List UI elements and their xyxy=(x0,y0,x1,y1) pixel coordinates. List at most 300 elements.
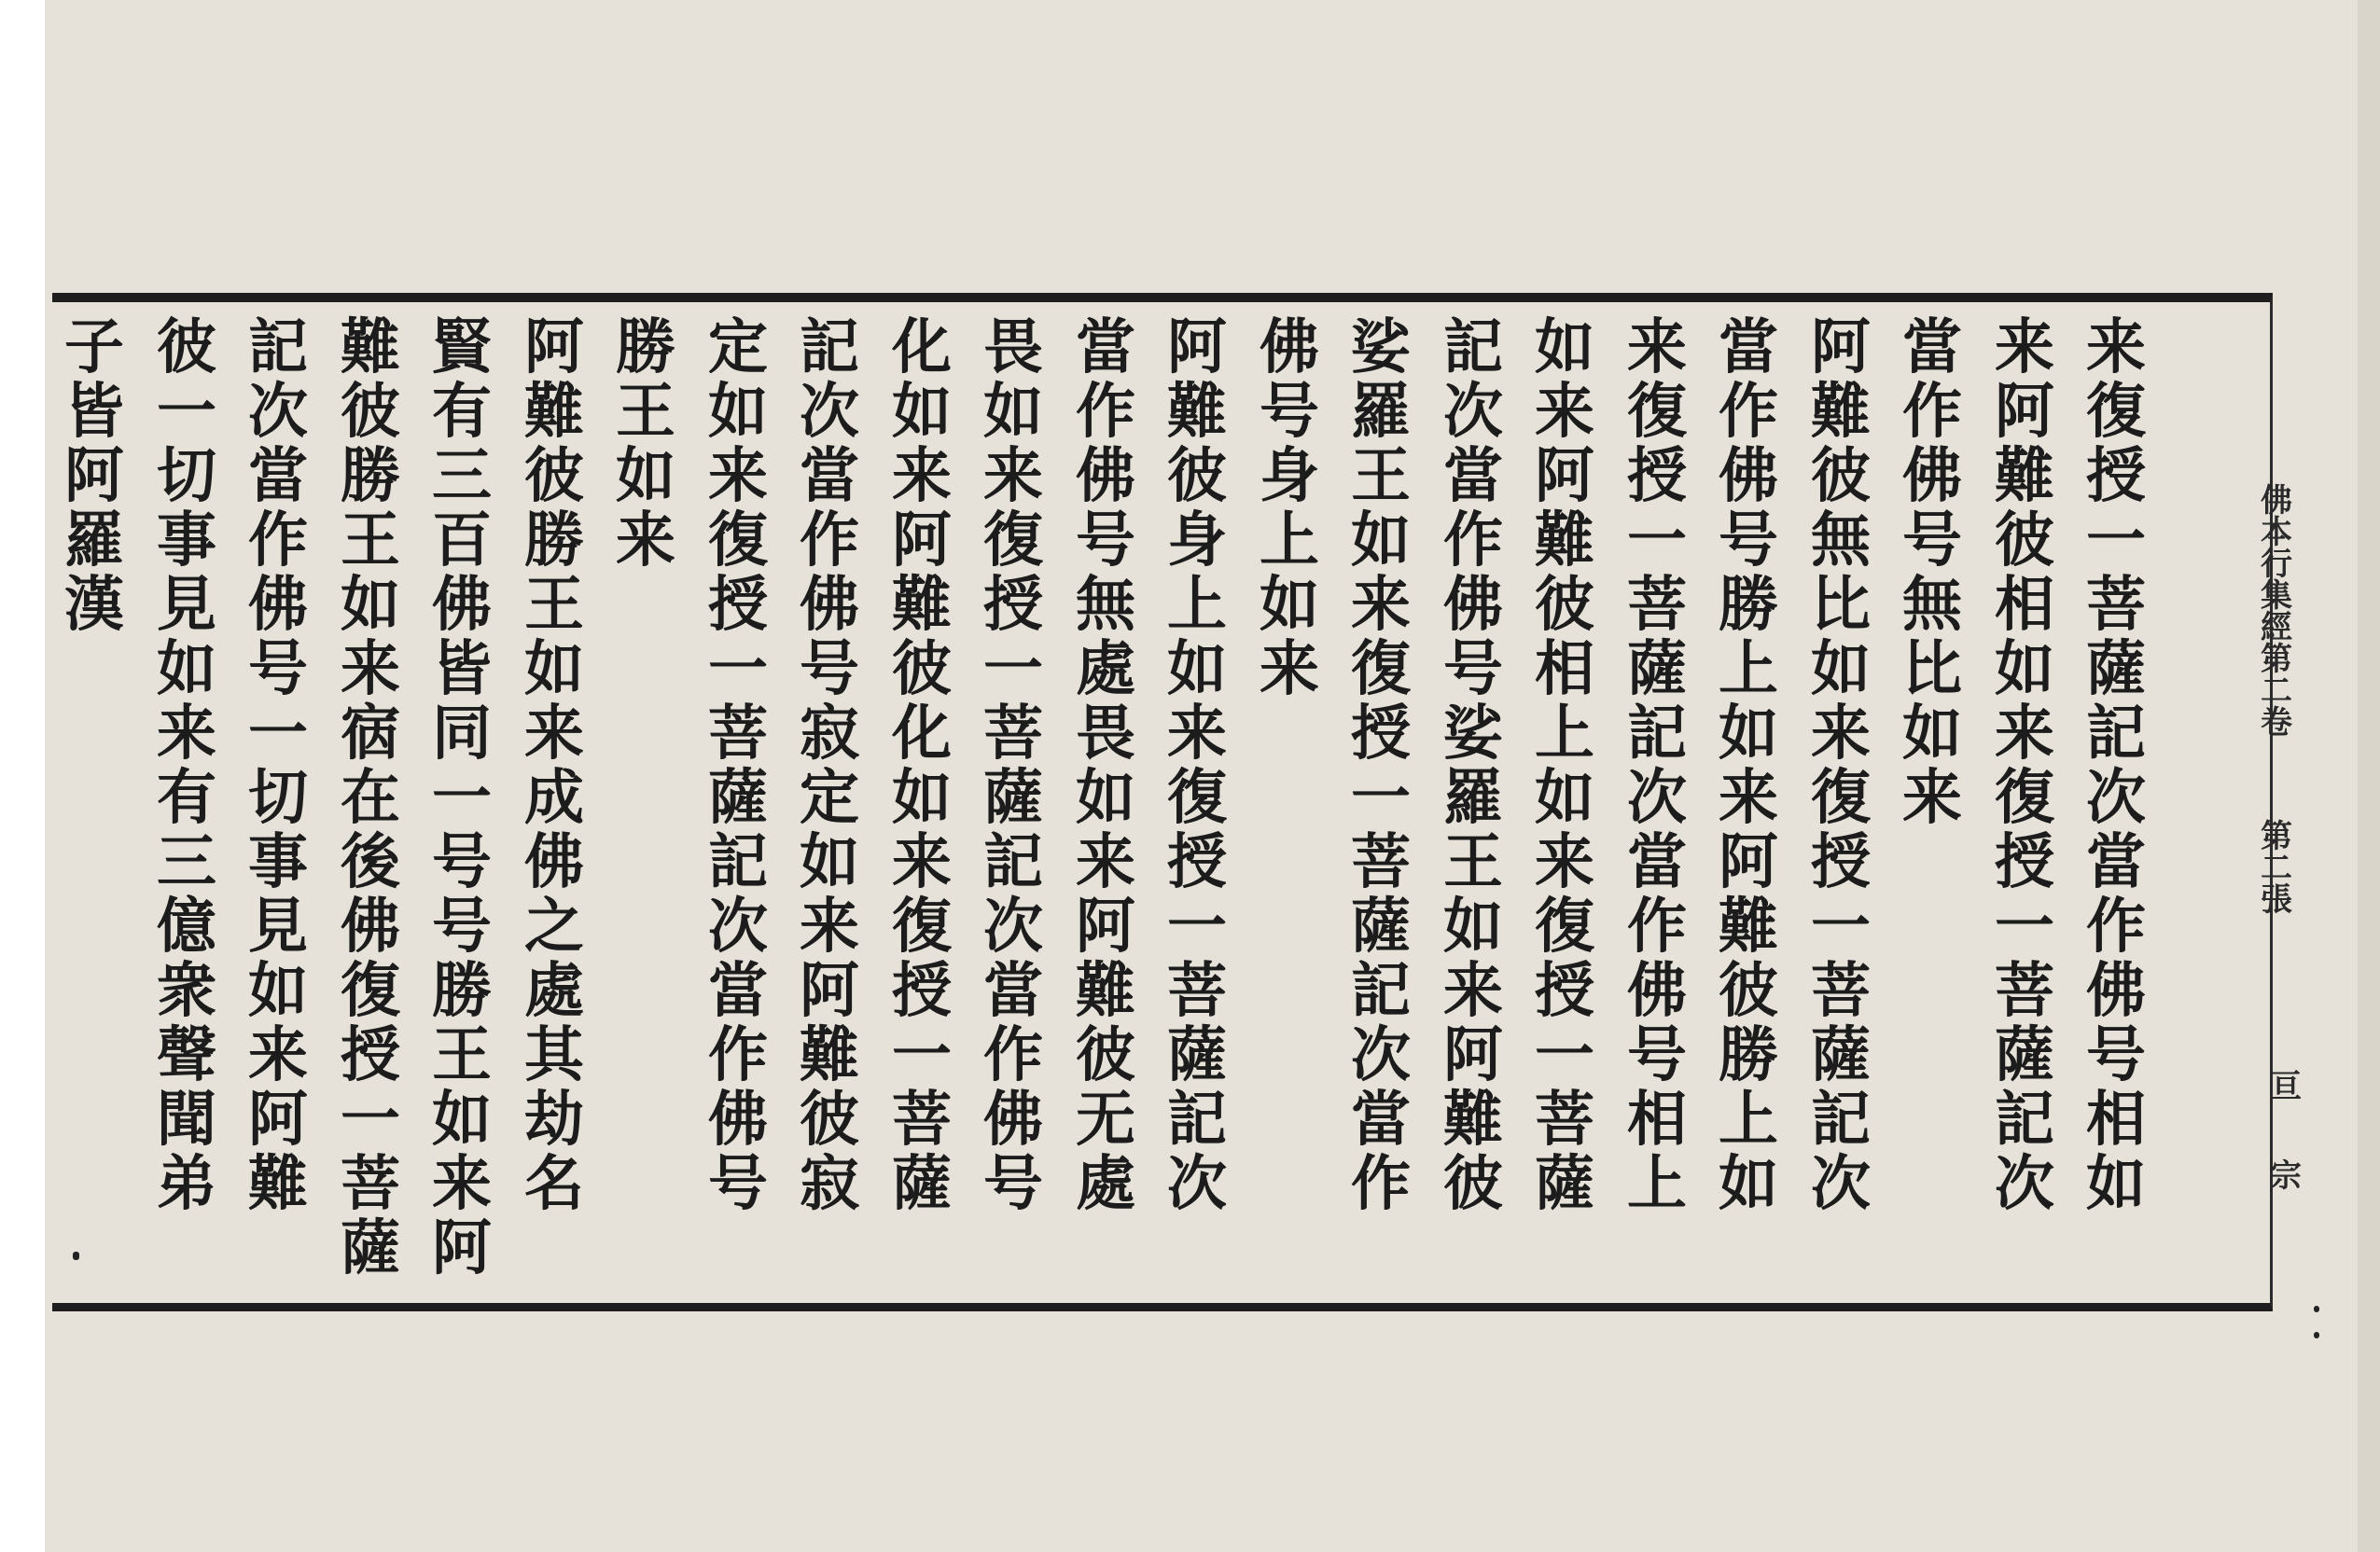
glyph: 寂 xyxy=(800,1149,859,1219)
glyph: 来 xyxy=(1627,312,1687,382)
glyph: 皆 xyxy=(432,634,492,704)
margin-glyph: 本 xyxy=(2261,514,2292,551)
glyph: 一 xyxy=(341,1085,400,1155)
glyph: 菩 xyxy=(2086,570,2146,640)
glyph: 来 xyxy=(1076,827,1135,897)
glyph: 一 xyxy=(2086,506,2146,575)
glyph: 如 xyxy=(1535,763,1594,833)
glyph: 勝 xyxy=(616,312,675,382)
glyph: 百 xyxy=(432,506,492,575)
glyph: 三 xyxy=(157,827,216,897)
glyph: 當 xyxy=(1627,827,1687,897)
glyph: 聲 xyxy=(157,1020,216,1090)
glyph: 菩 xyxy=(341,1149,400,1219)
glyph: 難 xyxy=(892,570,952,640)
glyph: 難 xyxy=(1167,377,1227,447)
glyph: 一 xyxy=(248,699,308,769)
glyph: 次 xyxy=(708,892,768,962)
glyph: 来 xyxy=(1535,377,1594,447)
text-column xyxy=(1887,312,1977,1304)
glyph: 切 xyxy=(157,441,216,511)
glyph: 来 xyxy=(248,1020,308,1090)
glyph: 彼 xyxy=(1443,1149,1503,1219)
glyph: 号 xyxy=(2086,1020,2146,1090)
ink-speck xyxy=(2314,1306,2319,1312)
glyph: 娑 xyxy=(1351,312,1411,382)
glyph: 来 xyxy=(432,1149,492,1219)
glyph: 復 xyxy=(892,892,952,962)
glyph: 佛 xyxy=(1902,441,1962,511)
glyph: 復 xyxy=(1811,763,1871,833)
glyph: 来 xyxy=(1719,763,1778,833)
glyph: 一 xyxy=(1811,892,1871,962)
glyph: 号 xyxy=(708,1149,768,1219)
text-column xyxy=(1428,312,1518,1304)
glyph: 王 xyxy=(432,1020,492,1090)
glyph: 見 xyxy=(248,892,308,962)
glyph: 阿 xyxy=(1995,377,2054,447)
glyph: 阿 xyxy=(1167,312,1227,382)
glyph: 次 xyxy=(1627,763,1687,833)
glyph: 記 xyxy=(708,827,768,897)
glyph: 聞 xyxy=(157,1085,216,1155)
glyph: 一 xyxy=(157,377,216,447)
glyph: 㝛 xyxy=(341,699,400,769)
glyph: 事 xyxy=(157,506,216,575)
glyph: 阿 xyxy=(892,506,952,575)
glyph: 次 xyxy=(1167,1149,1227,1219)
glyph: 勝 xyxy=(1719,1020,1778,1090)
glyph: 一 xyxy=(983,634,1043,704)
glyph: 号 xyxy=(800,634,859,704)
glyph: 上 xyxy=(1535,699,1594,769)
glyph: 記 xyxy=(1627,699,1687,769)
glyph: 佛 xyxy=(1076,441,1135,511)
glyph: 号 xyxy=(248,634,308,704)
glyph: 作 xyxy=(983,1020,1043,1090)
glyph: 見 xyxy=(157,570,216,640)
glyph: 佛 xyxy=(248,570,308,640)
glyph: 當 xyxy=(2086,827,2146,897)
page-edge xyxy=(2358,0,2380,1552)
glyph: 阿 xyxy=(1535,441,1594,511)
text-column xyxy=(417,312,507,1304)
glyph: 當 xyxy=(1719,312,1778,382)
glyph: 次 xyxy=(2086,763,2146,833)
glyph: 如 xyxy=(1811,634,1871,704)
glyph: 菩 xyxy=(892,1085,952,1155)
glyph: 復 xyxy=(1351,634,1411,704)
glyph: 授 xyxy=(1351,699,1411,769)
glyph: 億 xyxy=(157,892,216,962)
glyph: 阿 xyxy=(432,1213,492,1283)
glyph: 有 xyxy=(157,763,216,833)
glyph: 身 xyxy=(1260,441,1319,511)
glyph: 比 xyxy=(1902,634,1962,704)
glyph: 劫 xyxy=(524,1085,584,1155)
glyph: 難 xyxy=(1076,956,1135,1026)
margin-glyph: 二 xyxy=(2261,672,2292,710)
glyph: 菩 xyxy=(1627,570,1687,640)
glyph: 勝 xyxy=(524,506,584,575)
glyph: 相 xyxy=(1535,634,1594,704)
text-column xyxy=(601,312,690,1304)
glyph: 来 xyxy=(341,634,400,704)
glyph: 王 xyxy=(1351,441,1411,511)
glyph: 復 xyxy=(1535,892,1594,962)
glyph: 作 xyxy=(1076,377,1135,447)
glyph: 子 xyxy=(64,312,124,382)
glyph: 薩 xyxy=(341,1213,400,1283)
glyph: 号 xyxy=(1260,377,1319,447)
glyph: 薩 xyxy=(708,763,768,833)
glyph: 上 xyxy=(1260,506,1319,575)
glyph: 漢 xyxy=(64,570,124,640)
text-column xyxy=(326,312,415,1304)
glyph: 来 xyxy=(524,699,584,769)
glyph: 記 xyxy=(1351,956,1411,1026)
margin-glyph: 二 xyxy=(2261,850,2292,887)
glyph: 作 xyxy=(248,506,308,575)
glyph: 當 xyxy=(1076,312,1135,382)
margin-sheet-number xyxy=(2258,818,2295,919)
glyph: 阿 xyxy=(800,956,859,1026)
glyph: 佛 xyxy=(341,892,400,962)
glyph: 薩 xyxy=(1995,1020,2054,1090)
glyph: 王 xyxy=(1443,827,1503,897)
glyph: 薩 xyxy=(892,1149,952,1219)
glyph: 復 xyxy=(341,956,400,1026)
glyph: 来 xyxy=(1260,634,1319,704)
glyph: 弟 xyxy=(157,1149,216,1219)
glyph: 復 xyxy=(983,506,1043,575)
glyph: 名 xyxy=(524,1149,584,1219)
glyph: 同 xyxy=(432,699,492,769)
margin-glyph: 行 xyxy=(2261,546,2292,583)
glyph: 上 xyxy=(1167,570,1227,640)
glyph: 阿 xyxy=(1719,827,1778,897)
glyph: 如 xyxy=(1535,312,1594,382)
glyph: 無 xyxy=(1811,506,1871,575)
glyph: 羅 xyxy=(64,506,124,575)
glyph: 如 xyxy=(248,956,308,1026)
glyph: 号 xyxy=(1719,506,1778,575)
glyph: 如 xyxy=(1260,570,1319,640)
glyph: 上 xyxy=(1627,1149,1687,1219)
margin-glyph: 集 xyxy=(2261,577,2292,615)
text-column xyxy=(142,312,231,1304)
glyph: 一 xyxy=(1627,506,1687,575)
glyph: 彼 xyxy=(1076,1020,1135,1090)
glyph: 相 xyxy=(1995,570,2054,640)
glyph: 彼 xyxy=(524,441,584,511)
glyph: 復 xyxy=(1167,763,1227,833)
glyph: 如 xyxy=(892,763,952,833)
glyph: 難 xyxy=(1811,377,1871,447)
glyph: 薩 xyxy=(1351,892,1411,962)
glyph: 復 xyxy=(2086,377,2146,447)
glyph: 彼 xyxy=(1995,506,2054,575)
glyph: 来 xyxy=(892,441,952,511)
glyph: 化 xyxy=(892,312,952,382)
glyph: 皆 xyxy=(64,377,124,447)
glyph: 彼 xyxy=(1719,956,1778,1026)
glyph: 薩 xyxy=(983,763,1043,833)
glyph: 作 xyxy=(800,506,859,575)
glyph: 菩 xyxy=(983,699,1043,769)
text-column xyxy=(1980,312,2069,1304)
glyph: 成 xyxy=(524,763,584,833)
glyph: 如 xyxy=(1167,634,1227,704)
glyph: 次 xyxy=(1443,377,1503,447)
glyph: 来 xyxy=(1995,312,2054,382)
glyph: 佛 xyxy=(2086,956,2146,1026)
glyph: 當 xyxy=(983,956,1043,1026)
glyph: 号 xyxy=(1902,506,1962,575)
glyph: 如 xyxy=(1351,506,1411,575)
ink-speck xyxy=(2314,1332,2319,1338)
text-column xyxy=(509,312,599,1304)
glyph: 如 xyxy=(1719,1149,1778,1219)
glyph: 其 xyxy=(524,1020,584,1090)
glyph: 娑 xyxy=(1443,699,1503,769)
glyph: 難 xyxy=(524,377,584,447)
glyph: 来 xyxy=(157,699,216,769)
glyph: 記 xyxy=(248,312,308,382)
glyph: 定 xyxy=(800,763,859,833)
margin-glyph: 經 xyxy=(2261,609,2292,646)
glyph: 羅 xyxy=(1443,763,1503,833)
glyph: 上 xyxy=(1719,634,1778,704)
glyph: 如 xyxy=(708,377,768,447)
glyph: 難 xyxy=(1719,892,1778,962)
glyph: 号 xyxy=(432,827,492,897)
glyph: 有 xyxy=(432,377,492,447)
glyph: 佛 xyxy=(800,570,859,640)
glyph: 阿 xyxy=(1811,312,1871,382)
margin-glyph: 亘 xyxy=(2270,1068,2302,1105)
glyph: 如 xyxy=(2086,1149,2146,1219)
glyph: 記 xyxy=(1167,1085,1227,1155)
text-column xyxy=(693,312,783,1304)
glyph: 授 xyxy=(341,1020,400,1090)
glyph: 号 xyxy=(983,1149,1043,1219)
glyph: 薩 xyxy=(2086,634,2146,704)
glyph: 羅 xyxy=(1351,377,1411,447)
glyph: 彼 xyxy=(892,634,952,704)
glyph: 阿 xyxy=(524,312,584,382)
glyph: 佛 xyxy=(983,1085,1043,1155)
margin-leaf-mark xyxy=(2267,1068,2304,1105)
glyph: 来 xyxy=(983,441,1043,511)
glyph: 次 xyxy=(1995,1149,2054,1219)
glyph: 作 xyxy=(1351,1149,1411,1219)
glyph: 一 xyxy=(1535,1020,1594,1090)
glyph: 後 xyxy=(341,827,400,897)
glyph: 次 xyxy=(800,377,859,447)
glyph: 来 xyxy=(2086,312,2146,382)
glyph: 相 xyxy=(1627,1085,1687,1155)
glyph: 處 xyxy=(1076,634,1135,704)
glyph: 如 xyxy=(157,634,216,704)
glyph: 授 xyxy=(1535,956,1594,1026)
glyph: 来 xyxy=(1811,699,1871,769)
glyph: 授 xyxy=(1167,827,1227,897)
text-column xyxy=(1612,312,1702,1304)
glyph: 記 xyxy=(2086,699,2146,769)
glyph: 号 xyxy=(1076,506,1135,575)
glyph: 當 xyxy=(1902,312,1962,382)
glyph: 如 xyxy=(892,377,952,447)
glyph: 身 xyxy=(1167,506,1227,575)
glyph: 衆 xyxy=(157,956,216,1026)
glyph: 作 xyxy=(1902,377,1962,447)
glyph: 當 xyxy=(708,956,768,1026)
glyph: 阿 xyxy=(1076,892,1135,962)
glyph: 来 xyxy=(1351,570,1411,640)
glyph: 来 xyxy=(1535,827,1594,897)
glyph: 如 xyxy=(432,1085,492,1155)
glyph: 復 xyxy=(708,506,768,575)
glyph: 菩 xyxy=(1535,1085,1594,1155)
glyph: 无 xyxy=(1076,1085,1135,1155)
glyph: 一 xyxy=(1995,892,2054,962)
glyph: 難 xyxy=(1535,506,1594,575)
glyph: 一 xyxy=(892,1020,952,1090)
glyph: 寂 xyxy=(800,699,859,769)
glyph: 無 xyxy=(1076,570,1135,640)
glyph: 當 xyxy=(248,441,308,511)
text-column xyxy=(233,312,323,1304)
text-column xyxy=(968,312,1058,1304)
glyph: 阿 xyxy=(1443,1020,1503,1090)
glyph: 難 xyxy=(341,312,400,382)
glyph: 定 xyxy=(708,312,768,382)
glyph: 菩 xyxy=(1995,956,2054,1026)
glyph: 阿 xyxy=(248,1085,308,1155)
glyph: 王 xyxy=(524,570,584,640)
glyph: 来 xyxy=(1443,956,1503,1026)
glyph: 作 xyxy=(1443,506,1503,575)
glyph: 王 xyxy=(341,506,400,575)
glyph: 来 xyxy=(1995,699,2054,769)
glyph: 在 xyxy=(341,763,400,833)
margin-glyph: 張 xyxy=(2261,881,2292,919)
glyph: 無 xyxy=(1902,570,1962,640)
glyph: 一 xyxy=(432,763,492,833)
glyph: 授 xyxy=(892,956,952,1026)
glyph: 勝 xyxy=(341,441,400,511)
glyph: 菩 xyxy=(1167,956,1227,1026)
margin-glyph: 卷 xyxy=(2261,704,2292,741)
margin-sect-mark xyxy=(2267,1157,2304,1195)
glyph: 佛 xyxy=(524,827,584,897)
glyph: 彼 xyxy=(800,1085,859,1155)
glyph: 一 xyxy=(708,634,768,704)
glyph: 難 xyxy=(248,1149,308,1219)
text-column xyxy=(785,312,874,1304)
margin-title xyxy=(2258,482,2295,741)
text-column xyxy=(49,312,139,1304)
margin-glyph: 佛 xyxy=(2261,482,2292,520)
glyph: 来 xyxy=(892,827,952,897)
text-column xyxy=(1245,312,1334,1304)
glyph: 上 xyxy=(1719,1085,1778,1155)
text-column xyxy=(2071,312,2161,1304)
text-column xyxy=(1520,312,1609,1304)
glyph: 次 xyxy=(983,892,1043,962)
text-column xyxy=(1152,312,1242,1304)
glyph: 来 xyxy=(1902,763,1962,833)
glyph: 佛 xyxy=(708,1085,768,1155)
glyph: 阿 xyxy=(64,441,124,511)
glyph: 号 xyxy=(1443,634,1503,704)
glyph: 佛 xyxy=(1260,312,1319,382)
margin-glyph: 第 xyxy=(2261,818,2292,855)
glyph: 記 xyxy=(1811,1085,1871,1155)
glyph: 次 xyxy=(248,377,308,447)
glyph: 菩 xyxy=(1811,956,1871,1026)
glyph: 作 xyxy=(1719,377,1778,447)
glyph: 授 xyxy=(1811,827,1871,897)
text-column xyxy=(1796,312,1886,1304)
glyph: 當 xyxy=(1443,441,1503,511)
text-column xyxy=(877,312,967,1304)
text-column xyxy=(1704,312,1793,1304)
glyph: 授 xyxy=(1995,827,2054,897)
glyph: 次 xyxy=(1811,1149,1871,1219)
glyph: 如 xyxy=(800,827,859,897)
glyph: 記 xyxy=(1995,1085,2054,1155)
glyph: 難 xyxy=(1995,441,2054,511)
glyph: 三 xyxy=(432,441,492,511)
glyph: 如 xyxy=(524,634,584,704)
glyph: 之 xyxy=(524,892,584,962)
glyph: 賢 xyxy=(432,312,492,382)
glyph: 作 xyxy=(2086,892,2146,962)
glyph: 薩 xyxy=(1167,1020,1227,1090)
glyph: 如 xyxy=(1719,699,1778,769)
glyph: 難 xyxy=(1443,1085,1503,1155)
glyph: 号 xyxy=(432,892,492,962)
glyph: 如 xyxy=(983,377,1043,447)
glyph: 畏 xyxy=(1076,699,1135,769)
glyph: 如 xyxy=(1443,892,1503,962)
glyph: 化 xyxy=(892,699,952,769)
glyph: 作 xyxy=(1627,892,1687,962)
glyph: 記 xyxy=(1443,312,1503,382)
glyph: 處 xyxy=(524,956,584,1026)
glyph: 處 xyxy=(1076,1149,1135,1219)
text-column xyxy=(1061,312,1150,1304)
glyph: 次 xyxy=(1351,1020,1411,1090)
glyph: 如 xyxy=(341,570,400,640)
glyph: 切 xyxy=(248,763,308,833)
glyph: 薩 xyxy=(1535,1149,1594,1219)
glyph: 菩 xyxy=(1351,827,1411,897)
margin-glyph: 宗 xyxy=(2270,1157,2302,1195)
glyph: 授 xyxy=(708,570,768,640)
text-column xyxy=(1336,312,1426,1304)
glyph: 作 xyxy=(708,1020,768,1090)
glyph: 佛 xyxy=(1443,570,1503,640)
glyph: 當 xyxy=(1351,1085,1411,1155)
glyph: 薩 xyxy=(1627,634,1687,704)
glyph: 當 xyxy=(800,441,859,511)
glyph: 如 xyxy=(1902,699,1962,769)
glyph: 事 xyxy=(248,827,308,897)
glyph: 来 xyxy=(708,441,768,511)
